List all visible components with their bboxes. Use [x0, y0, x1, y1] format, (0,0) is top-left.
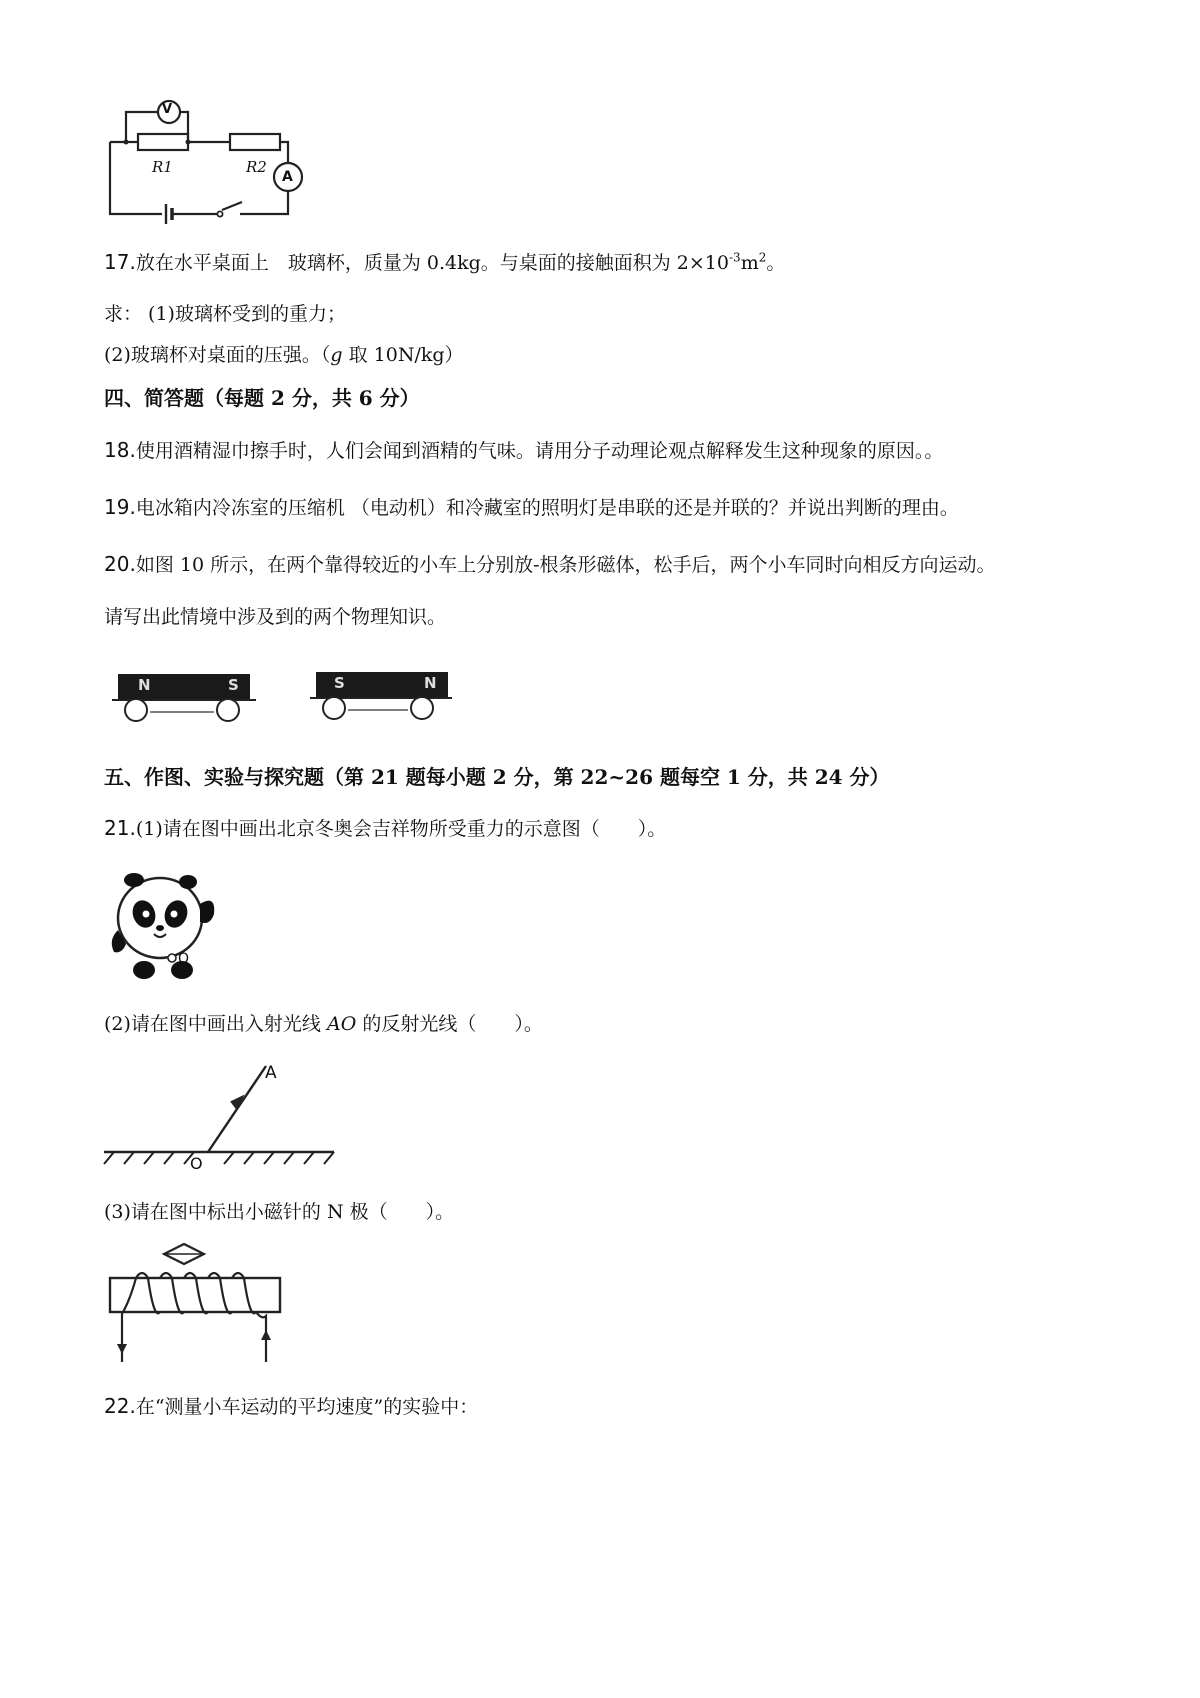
part2-text-end: 的反射光线（ ）。: [356, 1013, 543, 1035]
question-20: [104, 551, 996, 578]
magnet-left-n-pole: N: [138, 676, 151, 694]
question-text: 在“测量小车运动的平均速度”的实验中：: [135, 1396, 479, 1418]
reflection-figure: [100, 1060, 340, 1170]
ammeter-label: A: [282, 169, 293, 185]
question-number: 19.: [104, 495, 136, 519]
exponent: -3: [728, 250, 741, 265]
punctuation: 。: [766, 252, 786, 274]
question-21-part3: (3)请在图中标出小磁针的 N 极（ ）。: [104, 1201, 455, 1223]
point-a-label: A: [265, 1063, 277, 1083]
question-17-ask: 求： (1)玻璃杯受到的重力；: [104, 303, 346, 325]
magnet-left-s-pole: S: [228, 676, 239, 694]
ray-ao: AO: [326, 1013, 357, 1035]
part2-text-end: 取 10N/kg）: [342, 344, 464, 366]
question-number: 18.: [104, 438, 136, 462]
resistor-r2-label: R2: [246, 158, 267, 176]
question-17-part2: [104, 342, 464, 368]
resistor-r1-label: R1: [152, 158, 173, 176]
solenoid-figure: [100, 1240, 300, 1375]
question-text: 如图 10 所示，在两个靠得较近的小车上分别放-根条形磁体，松手后，两个小车同时向相反方向运动。: [135, 554, 996, 576]
circuit-diagram: [100, 92, 320, 232]
question-number: 22.: [104, 1394, 136, 1418]
mascot-figure: [104, 868, 224, 983]
magnet-carts-figure: [106, 658, 456, 728]
question-21-part2: [104, 1011, 543, 1037]
magnet-right-s-pole: S: [334, 674, 345, 692]
section-4-heading: 四、简答题（每题 2 分，共 6 分）: [104, 386, 420, 410]
question-19: [104, 494, 959, 521]
question-text: (1)请在图中画出北京冬奥会吉祥物所受重力的示意图（ ）。: [135, 818, 667, 840]
unit: m: [740, 252, 759, 274]
question-18: [104, 437, 943, 464]
question-text: 电冰箱内冷冻室的压缩机 （电动机）和冷藏室的照明灯是串联的还是并联的？并说出判断的理由。: [135, 497, 959, 519]
question-22: [104, 1393, 478, 1420]
question-text: 放在水平桌面上 玻璃杯，质量为 0.4kg。与桌面的接触面积为 2×10: [135, 252, 729, 274]
question-20-line2: 请写出此情境中涉及到的两个物理知识。: [104, 606, 447, 628]
question-number: 20.: [104, 552, 136, 576]
part2-text: (2)请在图中画出入射光线: [104, 1013, 327, 1035]
question-21-part1: [104, 815, 666, 842]
question-text: 使用酒精湿巾擦手时，人们会闻到酒精的气味。请用分子动理论观点解释发生这种现象的原因。。: [135, 440, 944, 462]
magnet-right-n-pole: N: [424, 674, 437, 692]
question-number: 17.: [104, 250, 136, 274]
variable-g: g: [330, 344, 343, 366]
mascot-point-o: O: [178, 951, 190, 967]
question-17: [104, 249, 785, 276]
point-o-label: O: [190, 1154, 203, 1173]
section-5-heading: 五、作图、实验与探究题（第 21 题每小题 2 分，第 22~26 题每空 1 分，共 24 分）: [104, 765, 890, 789]
question-number: 21.: [104, 816, 136, 840]
part2-text: (2)玻璃杯对桌面的压强。（: [104, 344, 331, 366]
voltmeter-label: V: [162, 102, 173, 117]
unit-exponent: 2: [758, 250, 767, 265]
